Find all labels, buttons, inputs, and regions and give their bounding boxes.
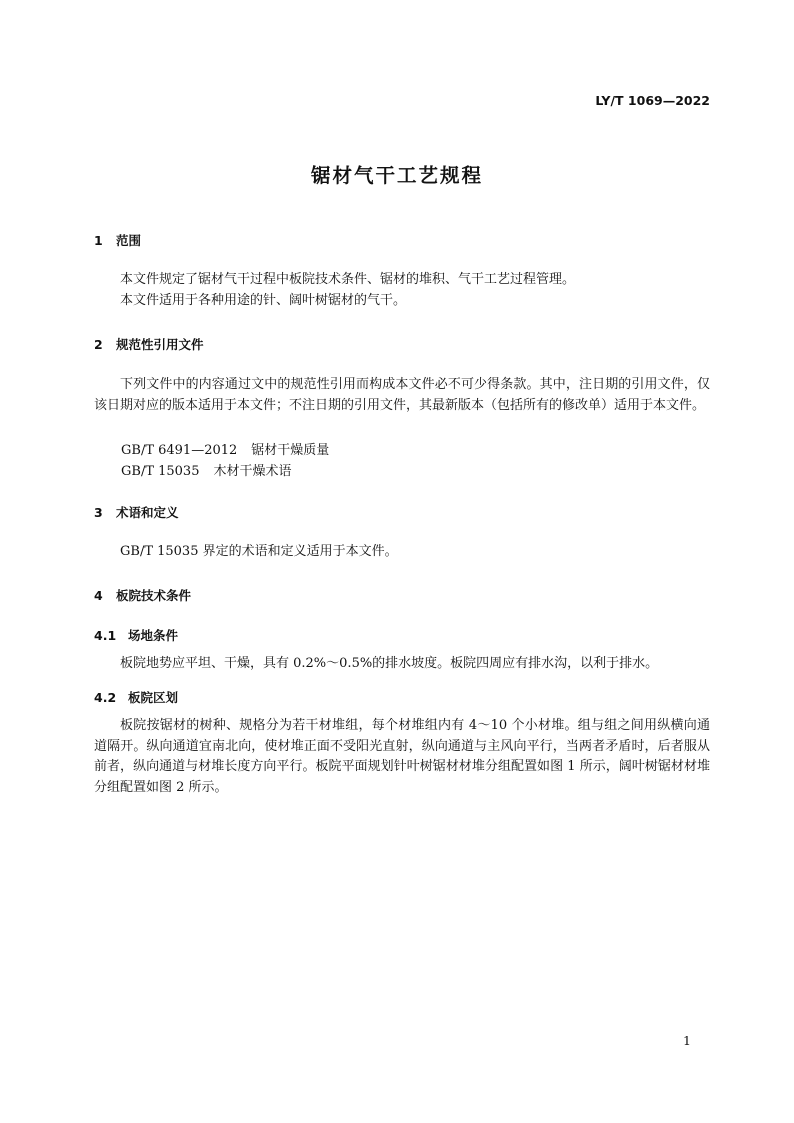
section-2-intro: 下列文件中的内容通过文中的规范性引用而构成本文件必不可少得条款。其中，注日期的引用文件，仅该日期对应的版本适用于本文件；不注日期的引用文件，其最新版本（包括所有的修改单）适用于本文件。	[94, 377, 710, 413]
subsection-4-1-heading	[94, 626, 178, 644]
section-3-heading	[94, 503, 179, 521]
section-4-heading	[94, 586, 191, 604]
subsection-number: 4.1	[94, 628, 117, 643]
section-1-paragraph-1: 本文件规定了锯材气干过程中板院技术条件、锯材的堆积、气干工艺过程管理。	[120, 272, 576, 287]
page-number: 1	[683, 1033, 691, 1048]
section-number: 1	[94, 233, 103, 248]
reference-item	[121, 460, 292, 479]
section-1-paragraph-2: 本文件适用于各种用途的针、阔叶树锯材的气干。	[120, 293, 407, 308]
section-title: 板院技术条件	[116, 588, 192, 603]
section-title: 术语和定义	[116, 505, 179, 520]
section-title: 规范性引用文件	[116, 337, 204, 352]
document-title: 锯材气干工艺规程	[310, 164, 483, 187]
subsection-title: 场地条件	[128, 628, 179, 643]
section-number: 4	[94, 588, 103, 603]
reference-title: 锯材干燥质量	[251, 443, 330, 458]
section-number: 2	[94, 337, 103, 352]
section-title: 范围	[116, 233, 142, 248]
section-2-heading	[94, 335, 204, 353]
subsection-4-1-paragraph: 板院地势应平坦、干燥，具有 0.2%～0.5%的排水坡度。板院四周应有排水沟，以利于排水。	[120, 656, 659, 671]
standard-code: LY/T 1069—2022	[595, 93, 710, 108]
subsection-title: 板院区划	[128, 690, 179, 705]
reference-title: 木材干燥术语	[213, 464, 292, 479]
subsection-4-2-heading	[94, 688, 178, 706]
subsection-4-2-paragraph: 板院按锯材的树种、规格分为若干材堆组，每个材堆组内有 4～10 个小材堆。组与组之间用纵横向通道隔开。纵向通道宜南北向，使材堆正面不受阳光直射，纵向通道与主风向平行，当两者矛盾时，后者服从前者，纵向通道与材堆长度方向平行。板院平面规划针叶树锯材材堆分组配置如图 1 所示，阔叶树锯材材堆分组配置如图 2 所示。	[94, 718, 710, 795]
subsection-number: 4.2	[94, 690, 117, 705]
reference-code: GB/T 6491—2012	[121, 443, 238, 458]
section-3-paragraph: GB/T 15035 界定的术语和定义适用于本文件。	[120, 544, 398, 559]
section-1-heading	[94, 231, 141, 249]
reference-item	[121, 439, 329, 458]
reference-code: GB/T 15035	[121, 464, 200, 479]
section-number: 3	[94, 505, 103, 520]
